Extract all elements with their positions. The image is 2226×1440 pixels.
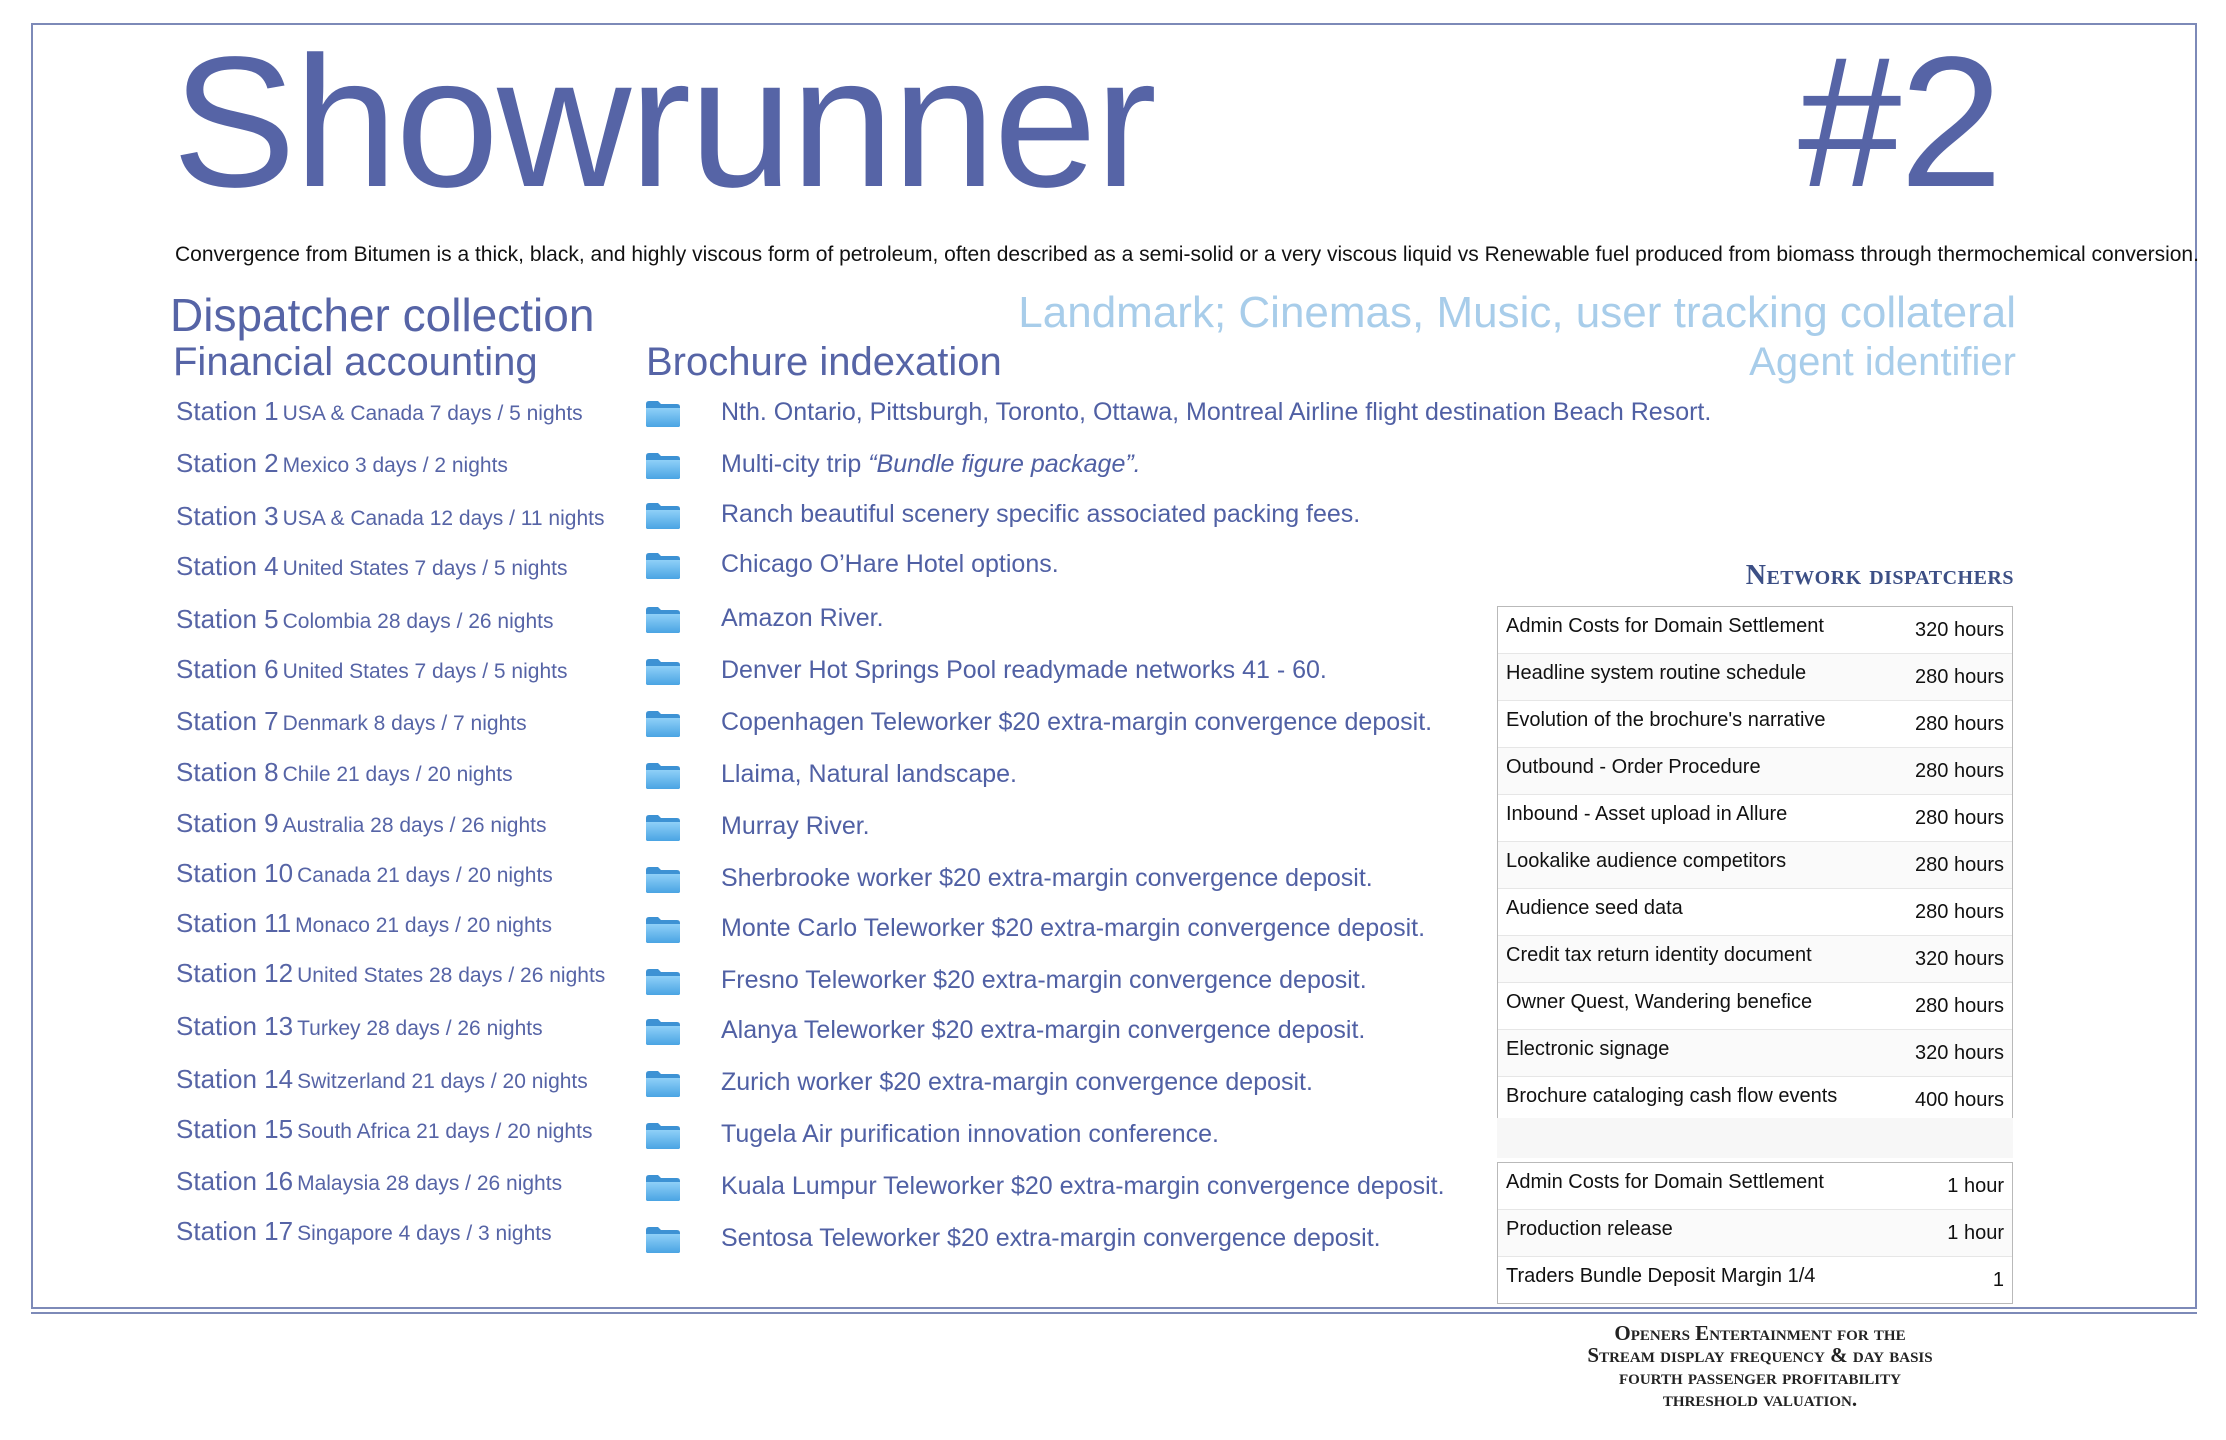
heading-brochure-indexation: Brochure indexation xyxy=(646,340,1002,384)
folder-icon[interactable] xyxy=(645,452,681,480)
station-detail: Monaco 21 days / 20 nights xyxy=(295,914,553,937)
station-detail: United States 28 days / 26 nights xyxy=(297,964,606,987)
folder-icon[interactable] xyxy=(645,968,681,996)
station-detail: USA & Canada 12 days / 11 nights xyxy=(282,507,605,530)
folder-icon[interactable] xyxy=(645,814,681,842)
brochure-item-text: Kuala Lumpur Teleworker $20 extra-margin convergence deposit. xyxy=(721,1172,1445,1200)
subtitle: Convergence from Bitumen is a thick, black, and highly viscous form of petroleum, often described as a semi-solid or a very viscous liquid vs Renewable fuel produced from biomass through thermochemical conversion. xyxy=(175,243,2199,266)
folder-icon[interactable] xyxy=(645,710,681,738)
brochure-item-text: Zurich worker $20 extra-margin convergence deposit. xyxy=(721,1068,1313,1096)
row-label: Admin Costs for Domain Settlement xyxy=(1506,1171,1824,1193)
station-row xyxy=(176,1114,592,1150)
station-name: Station 5 xyxy=(176,604,279,634)
station-name: Station 3 xyxy=(176,501,279,531)
folder-icon[interactable] xyxy=(645,1070,681,1098)
row-value: 280 hours xyxy=(1915,901,2004,923)
page-title: Showrunner xyxy=(172,19,1155,226)
table-row xyxy=(1498,983,2012,1030)
station-row xyxy=(176,908,552,944)
brochure-item-text: Monte Carlo Teleworker $20 extra-margin convergence deposit. xyxy=(721,914,1426,942)
brochure-item-text: Chicago O’Hare Hotel options. xyxy=(721,550,1059,578)
station-detail: Singapore 4 days / 3 nights xyxy=(297,1222,552,1245)
heading-agent-identifier: Agent identifier xyxy=(1749,340,2016,384)
heading-dispatcher-collection: Dispatcher collection xyxy=(170,289,595,341)
folder-icon[interactable] xyxy=(645,502,681,530)
folder-icon[interactable] xyxy=(645,1018,681,1046)
brochure-item-text: Sherbrooke worker $20 extra-margin convergence deposit. xyxy=(721,864,1373,892)
folder-icon[interactable] xyxy=(645,658,681,686)
station-name: Station 11 xyxy=(176,908,292,938)
station-name: Station 4 xyxy=(176,551,279,581)
table-row xyxy=(1498,842,2012,889)
heading-financial-accounting: Financial accounting xyxy=(173,340,538,384)
brochure-item-text: Amazon River. xyxy=(721,604,884,632)
station-detail: Australia 28 days / 26 nights xyxy=(282,814,547,837)
row-label: Traders Bundle Deposit Margin 1/4 xyxy=(1506,1265,1816,1287)
row-value: 320 hours xyxy=(1915,619,2004,641)
network-dispatchers-table xyxy=(1497,606,2013,1124)
heading-landmark: Landmark; Cinemas, Music, user tracking collateral xyxy=(1018,288,2016,337)
row-value: 320 hours xyxy=(1915,1042,2004,1064)
page-number: #2 xyxy=(1798,19,2001,226)
table-row xyxy=(1498,795,2012,842)
footnote-line: fourth passenger profitability xyxy=(1619,1365,1901,1389)
station-row xyxy=(176,958,605,994)
brochure-item-text xyxy=(721,450,1141,479)
brochure-item-text: Fresno Teleworker $20 extra-margin convergence deposit. xyxy=(721,966,1367,994)
station-detail: United States 7 days / 5 nights xyxy=(282,557,568,580)
folder-icon[interactable] xyxy=(645,1122,681,1150)
row-label: Electronic signage xyxy=(1506,1038,1670,1060)
footnote-line: Openers Entertainment for the xyxy=(1614,1321,1906,1345)
table-row xyxy=(1498,889,2012,936)
row-value: 280 hours xyxy=(1915,995,2004,1017)
table-row xyxy=(1498,1030,2012,1077)
brochure-item-text: Ranch beautiful scenery specific associated packing fees. xyxy=(721,500,1361,528)
footnote-line: threshold valuation. xyxy=(1662,1387,1858,1411)
row-value: 280 hours xyxy=(1915,854,2004,876)
row-value: 280 hours xyxy=(1915,666,2004,688)
table-row xyxy=(1498,1077,2012,1123)
table-row xyxy=(1498,701,2012,748)
station-name: Station 12 xyxy=(176,958,294,988)
station-name: Station 1 xyxy=(176,396,279,426)
row-label: Lookalike audience competitors xyxy=(1506,850,1787,872)
station-detail: Turkey 28 days / 26 nights xyxy=(297,1017,543,1040)
station-detail: Chile 21 days / 20 nights xyxy=(282,763,513,786)
brochure-item-text: Tugela Air purification innovation conference. xyxy=(721,1120,1219,1148)
table-row xyxy=(1498,748,2012,795)
row-value: 280 hours xyxy=(1915,807,2004,829)
station-row xyxy=(176,808,546,844)
folder-icon[interactable] xyxy=(645,1174,681,1202)
brochure-item-text: Denver Hot Springs Pool readymade networks 41 - 60. xyxy=(721,656,1327,684)
station-row xyxy=(176,396,583,432)
station-row xyxy=(176,604,553,640)
station-row xyxy=(176,448,508,484)
folder-icon[interactable] xyxy=(645,1226,681,1254)
table-row xyxy=(1498,607,2012,654)
station-detail: Mexico 3 days / 2 nights xyxy=(282,454,508,477)
station-name: Station 8 xyxy=(176,757,279,787)
table-row xyxy=(1498,654,2012,701)
station-row xyxy=(176,654,567,690)
brochure-item-text: Sentosa Teleworker $20 extra-margin convergence deposit. xyxy=(721,1224,1381,1252)
folder-icon[interactable] xyxy=(645,400,681,428)
brochure-item-text: Llaima, Natural landscape. xyxy=(721,760,1017,788)
row-label: Evolution of the brochure's narrative xyxy=(1506,709,1826,731)
row-value: 1 hour xyxy=(1947,1222,2004,1244)
brochure-item-text: Murray River. xyxy=(721,812,870,840)
station-detail: Denmark 8 days / 7 nights xyxy=(282,712,527,735)
brochure-item-italic: “Bundle figure package”. xyxy=(868,450,1141,478)
station-detail: Switzerland 21 days / 20 nights xyxy=(297,1070,588,1093)
brochure-item-text: Alanya Teleworker $20 extra-margin convergence deposit. xyxy=(721,1016,1366,1044)
footnote xyxy=(1460,1322,2060,1410)
station-detail: Colombia 28 days / 26 nights xyxy=(282,610,554,633)
frame-divider xyxy=(31,1312,2197,1314)
row-label: Production release xyxy=(1506,1218,1673,1240)
station-detail: United States 7 days / 5 nights xyxy=(282,660,568,683)
row-value: 280 hours xyxy=(1915,760,2004,782)
station-name: Station 14 xyxy=(176,1064,294,1094)
folder-icon[interactable] xyxy=(645,866,681,894)
row-label: Headline system routine schedule xyxy=(1506,662,1807,684)
station-row xyxy=(176,1011,543,1047)
brochure-item-prefix: Multi-city trip xyxy=(721,450,869,478)
row-value: 280 hours xyxy=(1915,713,2004,735)
table-spacer xyxy=(1497,1118,2013,1158)
station-row xyxy=(176,757,513,793)
station-name: Station 10 xyxy=(176,858,294,888)
station-name: Station 6 xyxy=(176,654,279,684)
footnote-line: Stream display frequency & day basis xyxy=(1587,1343,1933,1367)
station-detail: USA & Canada 7 days / 5 nights xyxy=(282,402,583,425)
folder-icon[interactable] xyxy=(645,552,681,580)
folder-icon[interactable] xyxy=(645,762,681,790)
station-row xyxy=(176,1064,588,1100)
station-name: Station 2 xyxy=(176,448,279,478)
station-row xyxy=(176,1216,552,1252)
station-row xyxy=(176,706,527,742)
folder-icon[interactable] xyxy=(645,916,681,944)
station-row xyxy=(176,551,567,587)
station-row xyxy=(176,1166,562,1202)
station-name: Station 7 xyxy=(176,706,279,736)
network-dispatchers-title: Network dispatchers xyxy=(1745,560,2014,591)
station-name: Station 15 xyxy=(176,1114,294,1144)
network-summary-table xyxy=(1497,1162,2013,1304)
row-value: 1 hour xyxy=(1947,1175,2004,1197)
station-row xyxy=(176,858,553,894)
row-value: 320 hours xyxy=(1915,948,2004,970)
table-row xyxy=(1498,936,2012,983)
station-detail: Malaysia 28 days / 26 nights xyxy=(297,1172,563,1195)
brochure-item-text: Copenhagen Teleworker $20 extra-margin convergence deposit. xyxy=(721,708,1433,736)
row-label: Owner Quest, Wandering benefice xyxy=(1506,991,1813,1013)
folder-icon[interactable] xyxy=(645,606,681,634)
row-label: Audience seed data xyxy=(1506,897,1683,919)
station-row xyxy=(176,501,604,537)
table-row xyxy=(1498,1210,2012,1257)
station-detail: Canada 21 days / 20 nights xyxy=(297,864,553,887)
station-name: Station 16 xyxy=(176,1166,294,1196)
row-label: Brochure cataloging cash flow events xyxy=(1506,1085,1838,1107)
row-label: Credit tax return identity document xyxy=(1506,944,1812,966)
row-label: Inbound - Asset upload in Allure xyxy=(1506,803,1788,825)
row-label: Admin Costs for Domain Settlement xyxy=(1506,615,1824,637)
station-detail: South Africa 21 days / 20 nights xyxy=(297,1120,593,1143)
row-label: Outbound - Order Procedure xyxy=(1506,756,1761,778)
brochure-item-text: Nth. Ontario, Pittsburgh, Toronto, Ottawa, Montreal Airline flight destination Beach Resort. xyxy=(721,398,1712,426)
station-name: Station 17 xyxy=(176,1216,294,1246)
row-value: 1 xyxy=(1992,1269,2004,1291)
table-row xyxy=(1498,1163,2012,1210)
row-value: 400 hours xyxy=(1915,1089,2004,1111)
station-name: Station 13 xyxy=(176,1011,294,1041)
station-name: Station 9 xyxy=(176,808,279,838)
table-row xyxy=(1498,1257,2012,1303)
